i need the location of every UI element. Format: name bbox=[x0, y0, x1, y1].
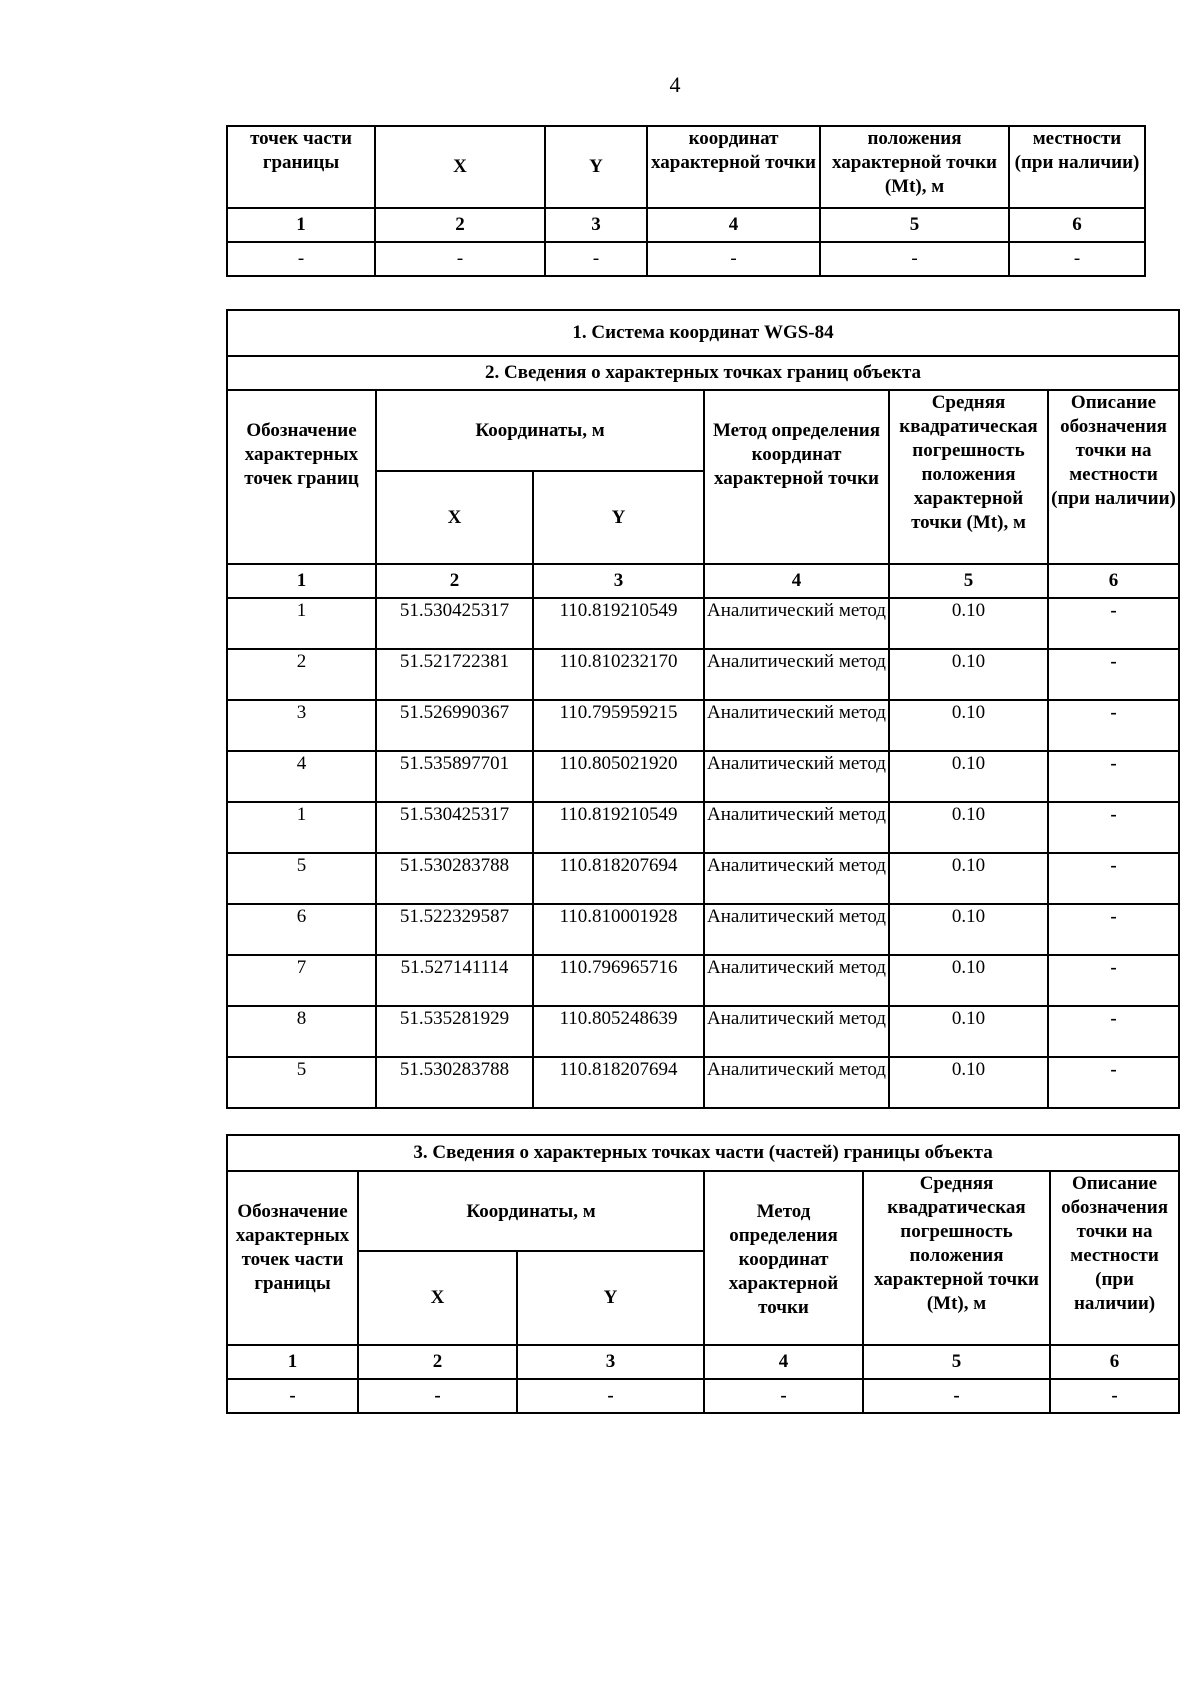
empty-cell: - bbox=[863, 1379, 1050, 1413]
table-row bbox=[227, 802, 1179, 853]
empty-cell: - bbox=[704, 1379, 863, 1413]
header-error: Средняя квадратическая погрешность положения характерной точки (Mt), м bbox=[889, 390, 1048, 564]
header-description: Описание обозначения точки на местности (при наличии) bbox=[1048, 390, 1179, 564]
column-number: 2 bbox=[358, 1345, 517, 1379]
header-method: координат характерной точки bbox=[647, 126, 820, 208]
y-coordinate-cell: 110.805021920 bbox=[533, 751, 704, 802]
header-y: Y bbox=[533, 471, 704, 564]
empty-cell: - bbox=[358, 1379, 517, 1413]
method-cell: Аналитический метод bbox=[704, 853, 889, 904]
empty-cell: - bbox=[647, 242, 820, 276]
x-coordinate-cell: 51.527141114 bbox=[376, 955, 533, 1006]
point-number-cell: 1 bbox=[227, 802, 376, 853]
header-point-designation: точек части границы bbox=[227, 126, 375, 208]
error-value-cell: 0.10 bbox=[889, 751, 1048, 802]
boundary-part-points-table bbox=[226, 1134, 1180, 1414]
empty-cell: - bbox=[375, 242, 545, 276]
column-number: 5 bbox=[863, 1345, 1050, 1379]
page-number: 4 bbox=[669, 72, 681, 97]
point-number-cell: 3 bbox=[227, 700, 376, 751]
table-row bbox=[227, 649, 1179, 700]
method-cell: Аналитический метод bbox=[704, 598, 889, 649]
error-value-cell: 0.10 bbox=[889, 1057, 1048, 1108]
column-number: 6 bbox=[1050, 1345, 1179, 1379]
y-coordinate-cell: 110.805248639 bbox=[533, 1006, 704, 1057]
header-x: X bbox=[358, 1251, 517, 1345]
x-coordinate-cell: 51.521722381 bbox=[376, 649, 533, 700]
description-cell: - bbox=[1048, 598, 1179, 649]
y-coordinate-cell: 110.819210549 bbox=[533, 802, 704, 853]
description-cell: - bbox=[1048, 649, 1179, 700]
point-number-cell: 5 bbox=[227, 853, 376, 904]
x-coordinate-cell: 51.535897701 bbox=[376, 751, 533, 802]
header-point-designation: Обозначение характерных точек части границы bbox=[227, 1171, 358, 1345]
error-value-cell: 0.10 bbox=[889, 649, 1048, 700]
empty-cell: - bbox=[227, 1379, 358, 1413]
header-coordinates: Координаты, м bbox=[376, 390, 704, 471]
header-y: Y bbox=[517, 1251, 704, 1345]
column-number: 4 bbox=[704, 564, 889, 598]
column-number: 3 bbox=[545, 208, 647, 242]
point-number-cell: 1 bbox=[227, 598, 376, 649]
description-cell: - bbox=[1048, 955, 1179, 1006]
description-cell: - bbox=[1048, 1006, 1179, 1057]
empty-cell: - bbox=[1050, 1379, 1179, 1413]
header-description: Описание обозначения точки на местности (при наличии) bbox=[1050, 1171, 1179, 1345]
column-number: 6 bbox=[1048, 564, 1179, 598]
point-number-cell: 5 bbox=[227, 1057, 376, 1108]
header-x: X bbox=[375, 126, 545, 208]
column-number: 3 bbox=[533, 564, 704, 598]
method-cell: Аналитический метод bbox=[704, 751, 889, 802]
y-coordinate-cell: 110.795959215 bbox=[533, 700, 704, 751]
description-cell: - bbox=[1048, 853, 1179, 904]
y-coordinate-cell: 110.796965716 bbox=[533, 955, 704, 1006]
table-row bbox=[227, 904, 1179, 955]
header-description: местности (при наличии) bbox=[1009, 126, 1145, 208]
column-number: 2 bbox=[375, 208, 545, 242]
coordinate-system-title: 1. Система координат WGS-84 bbox=[227, 310, 1179, 356]
header-method: Метод определения координат характерной точки bbox=[704, 390, 889, 564]
point-number-cell: 7 bbox=[227, 955, 376, 1006]
column-number: 2 bbox=[376, 564, 533, 598]
point-number-cell: 8 bbox=[227, 1006, 376, 1057]
table-row bbox=[227, 1057, 1179, 1108]
method-cell: Аналитический метод bbox=[704, 649, 889, 700]
section-title: 2. Сведения о характерных точках границ объекта bbox=[227, 356, 1179, 390]
empty-cell: - bbox=[1009, 242, 1145, 276]
description-cell: - bbox=[1048, 700, 1179, 751]
header-coordinates: Координаты, м bbox=[358, 1171, 704, 1251]
empty-cell: - bbox=[820, 242, 1009, 276]
table-row bbox=[227, 955, 1179, 1006]
x-coordinate-cell: 51.535281929 bbox=[376, 1006, 533, 1057]
error-value-cell: 0.10 bbox=[889, 1006, 1048, 1057]
empty-cell: - bbox=[545, 242, 647, 276]
x-coordinate-cell: 51.530283788 bbox=[376, 853, 533, 904]
error-value-cell: 0.10 bbox=[889, 598, 1048, 649]
description-cell: - bbox=[1048, 802, 1179, 853]
method-cell: Аналитический метод bbox=[704, 955, 889, 1006]
column-number: 1 bbox=[227, 208, 375, 242]
table-row bbox=[227, 598, 1179, 649]
point-number-cell: 6 bbox=[227, 904, 376, 955]
header-error: положения характерной точки (Mt), м bbox=[820, 126, 1009, 208]
error-value-cell: 0.10 bbox=[889, 802, 1048, 853]
header-method: Метод определения координат характерной точки bbox=[704, 1171, 863, 1345]
x-coordinate-cell: 51.530283788 bbox=[376, 1057, 533, 1108]
table-row bbox=[227, 1006, 1179, 1057]
y-coordinate-cell: 110.810232170 bbox=[533, 649, 704, 700]
description-cell: - bbox=[1048, 1057, 1179, 1108]
continuation-table bbox=[226, 125, 1146, 277]
description-cell: - bbox=[1048, 904, 1179, 955]
method-cell: Аналитический метод bbox=[704, 1057, 889, 1108]
method-cell: Аналитический метод bbox=[704, 802, 889, 853]
empty-cell: - bbox=[517, 1379, 704, 1413]
header-y: Y bbox=[545, 126, 647, 208]
description-cell: - bbox=[1048, 751, 1179, 802]
method-cell: Аналитический метод bbox=[704, 1006, 889, 1057]
x-coordinate-cell: 51.530425317 bbox=[376, 802, 533, 853]
method-cell: Аналитический метод bbox=[704, 904, 889, 955]
y-coordinate-cell: 110.810001928 bbox=[533, 904, 704, 955]
y-coordinate-cell: 110.818207694 bbox=[533, 1057, 704, 1108]
table-row bbox=[227, 700, 1179, 751]
section-title: 3. Сведения о характерных точках части (частей) границы объекта bbox=[227, 1135, 1179, 1171]
error-value-cell: 0.10 bbox=[889, 700, 1048, 751]
header-point-designation: Обозначение характерных точек границ bbox=[227, 390, 376, 564]
x-coordinate-cell: 51.522329587 bbox=[376, 904, 533, 955]
point-number-cell: 2 bbox=[227, 649, 376, 700]
column-number: 1 bbox=[227, 1345, 358, 1379]
column-number: 3 bbox=[517, 1345, 704, 1379]
y-coordinate-cell: 110.818207694 bbox=[533, 853, 704, 904]
table-row bbox=[227, 751, 1179, 802]
column-number: 4 bbox=[704, 1345, 863, 1379]
column-number: 4 bbox=[647, 208, 820, 242]
method-cell: Аналитический метод bbox=[704, 700, 889, 751]
table-row bbox=[227, 853, 1179, 904]
error-value-cell: 0.10 bbox=[889, 853, 1048, 904]
x-coordinate-cell: 51.526990367 bbox=[376, 700, 533, 751]
column-number: 5 bbox=[889, 564, 1048, 598]
boundary-points-table bbox=[226, 309, 1180, 1109]
header-x: X bbox=[376, 471, 533, 564]
error-value-cell: 0.10 bbox=[889, 955, 1048, 1006]
y-coordinate-cell: 110.819210549 bbox=[533, 598, 704, 649]
column-number: 6 bbox=[1009, 208, 1145, 242]
column-number: 5 bbox=[820, 208, 1009, 242]
empty-cell: - bbox=[227, 242, 375, 276]
point-number-cell: 4 bbox=[227, 751, 376, 802]
x-coordinate-cell: 51.530425317 bbox=[376, 598, 533, 649]
error-value-cell: 0.10 bbox=[889, 904, 1048, 955]
header-error: Средняя квадратическая погрешность положения характерной точки (Mt), м bbox=[863, 1171, 1050, 1345]
column-number: 1 bbox=[227, 564, 376, 598]
